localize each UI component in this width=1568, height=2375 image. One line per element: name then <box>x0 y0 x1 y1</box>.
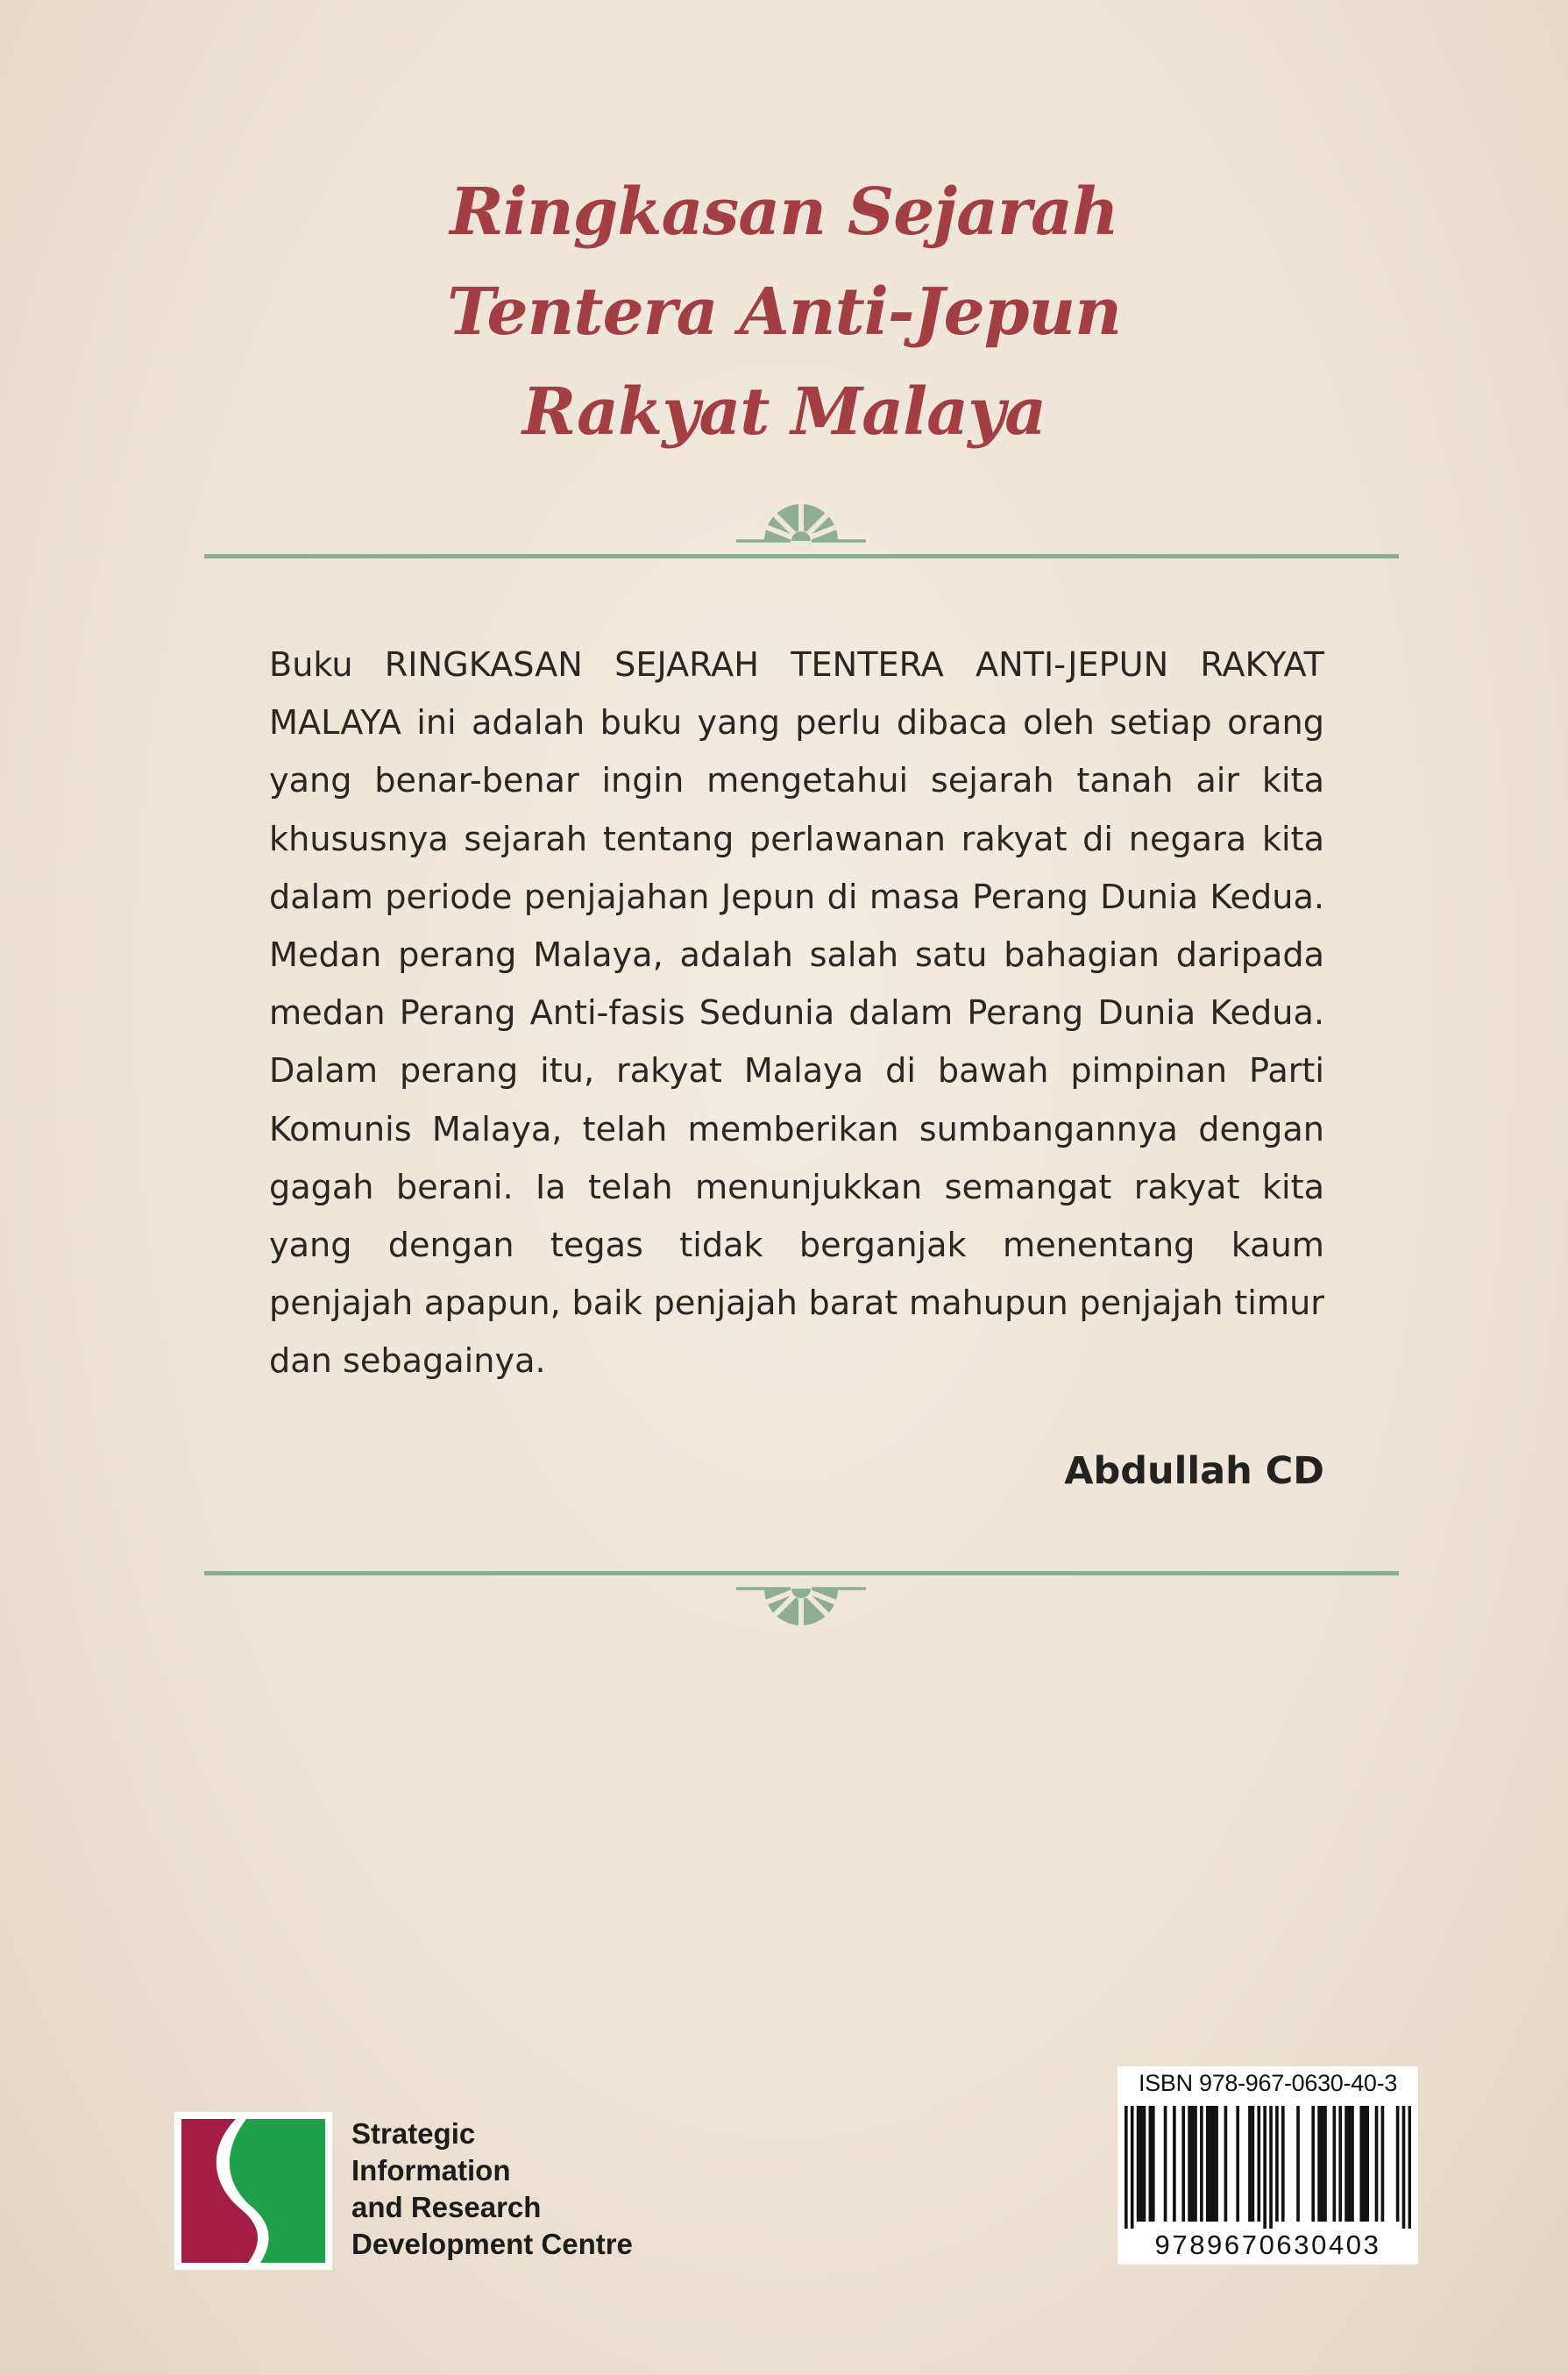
title-line: Ringkasan Sejarah <box>450 174 1118 250</box>
isbn-label: ISBN 978-967-0630-40-3 <box>1138 2070 1398 2096</box>
barcode-bar <box>1359 2106 1363 2222</box>
barcode-bar <box>1215 2106 1218 2222</box>
barcode-bar <box>1296 2106 1300 2222</box>
barcode-bar <box>1236 2106 1239 2222</box>
barcode-bar <box>1137 2106 1140 2222</box>
publisher-name-line: and Research <box>351 2191 542 2223</box>
barcode-bar <box>1173 2106 1176 2222</box>
publisher-logo <box>174 2112 332 2273</box>
barcode-bar <box>1363 2106 1366 2222</box>
barcode-bar <box>1224 2106 1228 2222</box>
author-name: Abdullah CD <box>1064 1449 1324 1493</box>
barcode-bar <box>1408 2106 1411 2229</box>
publisher-name-line: Development Centre <box>351 2228 633 2260</box>
isbn-barcode <box>1117 2066 1418 2265</box>
bottom-divider-ornament <box>204 1570 1399 1632</box>
barcode-bar <box>1269 2106 1273 2229</box>
barcode-bar <box>1321 2106 1324 2222</box>
barcode-bar <box>1188 2106 1191 2222</box>
barcode-bar <box>1139 2106 1143 2222</box>
barcode-bar <box>1149 2106 1153 2222</box>
barcode-bar <box>1281 2106 1285 2222</box>
barcode-bar <box>1131 2106 1134 2229</box>
barcode-bar <box>1311 2106 1315 2222</box>
barcode-bar <box>1206 2106 1210 2222</box>
title-line: Rakyat Malaya <box>521 374 1047 450</box>
barcode-bar <box>1275 2106 1279 2222</box>
barcode-bar <box>1345 2106 1348 2222</box>
barcode-bar <box>1143 2106 1146 2222</box>
barcode-bar <box>1125 2106 1128 2229</box>
publisher-name-line: Strategic <box>351 2117 476 2150</box>
barcode-bar <box>1348 2106 1352 2222</box>
barcode-bar <box>1194 2106 1197 2222</box>
barcode-bar <box>1351 2106 1354 2222</box>
publisher-name <box>351 2115 633 2263</box>
barcode-bar <box>1323 2106 1327 2222</box>
barcode-bar <box>1317 2106 1321 2222</box>
barcode-bar <box>1209 2106 1212 2222</box>
barcode-bar <box>1333 2106 1337 2222</box>
top-divider-ornament <box>204 491 1399 561</box>
barcode-bar <box>1263 2106 1266 2229</box>
barcode-bar <box>1396 2106 1400 2222</box>
barcode-bar <box>1381 2106 1385 2222</box>
barcode-bar <box>1338 2106 1342 2222</box>
barcode-bar <box>1191 2106 1195 2222</box>
title-line: Tentera Anti-Jepun <box>446 274 1122 350</box>
barcode-bar <box>1366 2106 1369 2222</box>
barcode-bar <box>1164 2106 1167 2222</box>
barcode-bar <box>1248 2106 1252 2222</box>
barcode-bar <box>1375 2106 1379 2222</box>
book-title <box>0 162 1568 462</box>
barcode-bar <box>1200 2106 1203 2222</box>
book-blurb: Buku RINGKASAN SEJARAH TENTERA ANTI-JEPUN RAKYAT MALAYA ini adalah buku yang perlu dibaca oleh setiap orang yang benar-benar ingin mengetahui sejarah tanah air kita khususnya sejarah tentang perlawanan rakyat di negara kita dalam periode penjajahan Jepun di masa Perang Dunia Kedua. Medan perang Malaya, adalah salah satu bahagian daripada medan Perang Anti-fasis Sedunia dalam Perang Dunia Kedua. Dalam perang itu, rakyat Malaya di bawah pimpinan Parti Komunis Malaya, telah memberikan sumbangannya dengan gagah berani. Ia telah menunjukkan semangat rakyat kita yang dengan tegas tidak berganjak menentang kaum penjajah apapun, baik penjajah barat mahupun penjajah timur dan sebagainya. <box>269 646 1324 1382</box>
barcode-digits: 9789670630403 <box>1154 2229 1381 2260</box>
barcode-bar <box>1152 2106 1155 2222</box>
barcode-bar <box>1252 2106 1255 2222</box>
barcode-bar <box>1212 2106 1216 2222</box>
barcode-bar <box>1257 2106 1260 2222</box>
barcode-bar <box>1402 2106 1406 2229</box>
publisher-name-line: Information <box>351 2154 511 2187</box>
barcode-bars <box>1125 2106 1411 2229</box>
barcode-bar <box>1181 2106 1185 2222</box>
